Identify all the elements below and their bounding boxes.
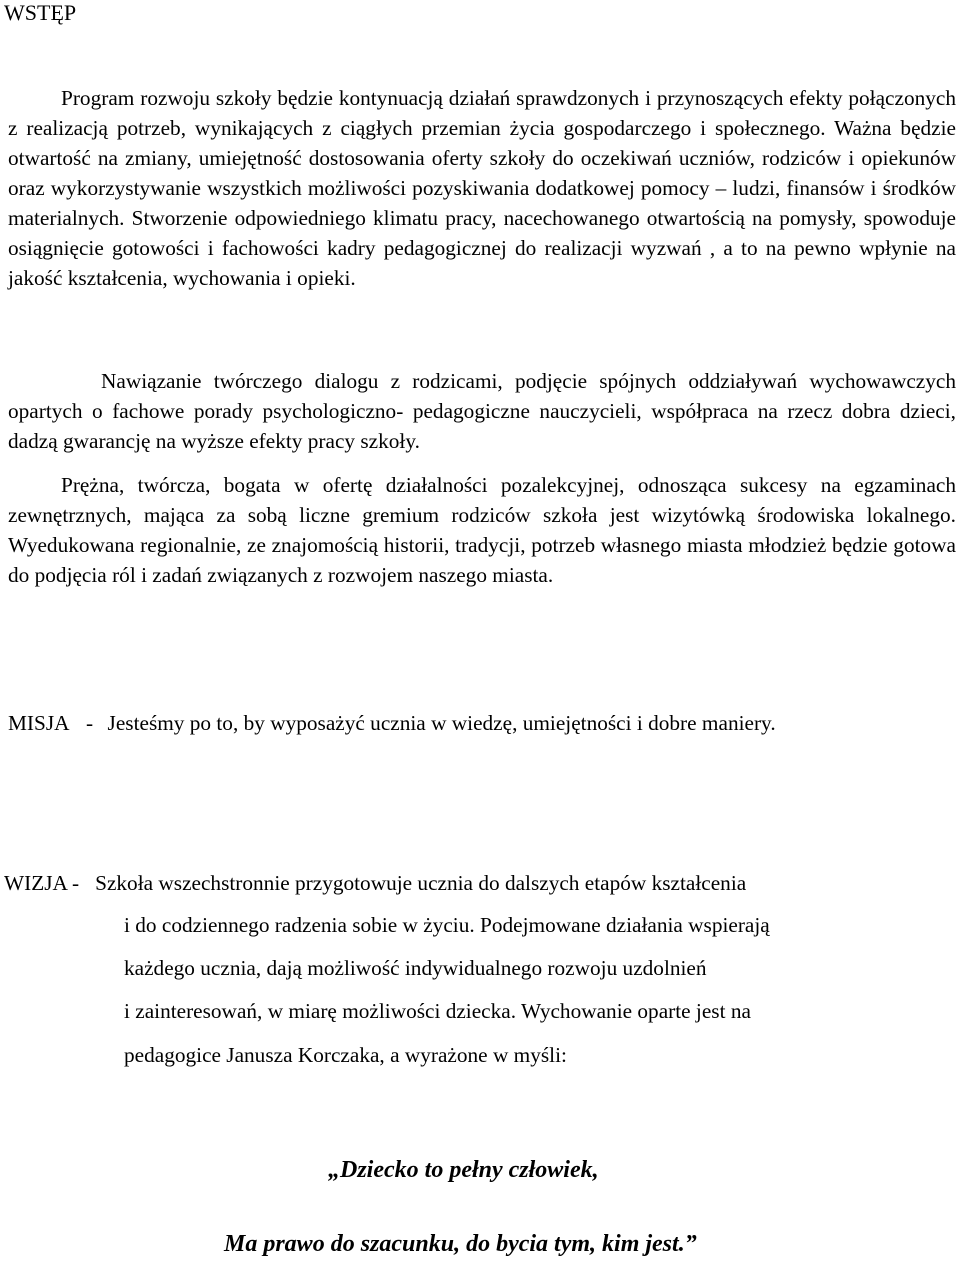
vision-line: i zainteresowań, w miarę możliwości dziecka. Wychowanie oparte jest na [124,999,751,1023]
vision-line: i do codziennego radzenia sobie w życiu. Podejmowane działania wspierają [124,913,770,937]
intro-paragraph: Program rozwoju szkoły będzie kontynuacją działań sprawdzonych i przynoszących efekty połączonych z realizacją potrzeb, wynikających z ciągłych przemian życia gospodarczego i społecznego. Ważna będzie otwartość na zmiany, umiejętność dostosowania oferty szkoły do oczekiwań uczniów, rodziców i opiekunów oraz wykorzystywanie wszystkich możliwości pozyskiwania dodatkowej pomocy – ludzi, finansów i środków materialnych. Stworzenie odpowiedniego klimatu pracy, nacechowanego otwartością na pomysły, spowoduje osiągnięcie gotowości i fachowości kadry pedagogicznej do realizacji wyzwań , a to na pewno wpłynie na jakość kształcenia, wychowania i opieki. [8,86,956,290]
mission-text: Jesteśmy po to, by wyposażyć ucznia w wiedzę, umiejętności i dobre maniery. [107,711,776,735]
vision-line: Szkoła wszechstronnie przygotowuje ucznia do dalszych etapów kształcenia [95,871,747,895]
vision-line: pedagogice Janusza Korczaka, a wyrażone w myśli: [124,1043,567,1067]
school-paragraph: Prężna, twórcza, bogata w ofertę działalności pozalekcyjnej, odnosząca sukcesy na egzaminach zewnętrznych, mająca za sobą liczne gremium rodziców szkoła jest wizytówką środowiska lokalnego. Wyedukowana regionalnie, ze znajomością historii, tradycji, potrzeb własnego miasta młodzież będzie gotowa do podjęcia ról i zadań związanych z rozwojem naszego miasta. [8,473,956,587]
korczak-quote-line-2: Ma prawo do szacunku, do bycia tym, kim jest.” [224,1231,697,1257]
page-title: WSTĘP [4,0,77,25]
korczak-quote-line-1: „Dziecko to pełny człowiek, [328,1157,599,1183]
vision-line: każdego ucznia, dają możliwość indywidualnego rozwoju uzdolnień [124,956,707,980]
mission-statement [8,708,776,738]
mission-label: MISJA [8,711,70,735]
mission-dash: - [86,711,94,735]
vision-statement [4,868,746,898]
vision-label: WIZJA - [4,871,80,895]
dialog-paragraph: Nawiązanie twórczego dialogu z rodzicami, podjęcie spójnych oddziaływań wychowawczych opartych o fachowe porady psychologiczno- pedagogiczne nauczycieli, współpraca na rzecz dobra dzieci, dadzą gwarancję na wyższe efekty pracy szkoły. [8,369,956,453]
